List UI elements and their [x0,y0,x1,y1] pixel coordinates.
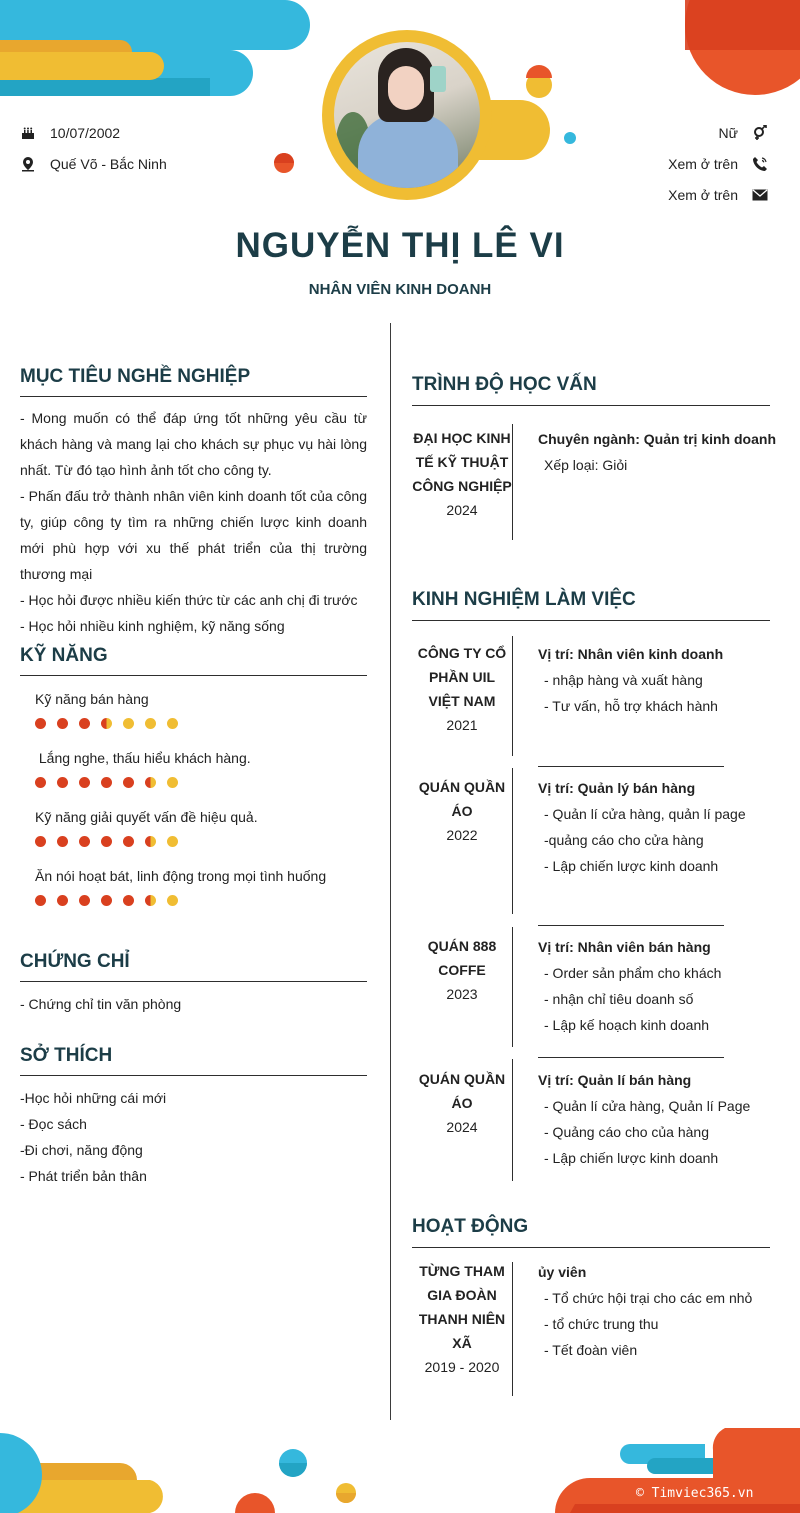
bottom-left-decoration [0,1420,380,1513]
job-details [538,775,746,879]
rating-dot [79,777,90,788]
gender-row [719,125,768,141]
skill-name: Kỹ năng bán hàng [35,691,149,707]
entry-timeline [512,768,513,914]
entry-timeline [512,424,513,540]
rating-dot [145,836,156,847]
skills-rule [20,675,367,676]
objective-text: - Mong muốn có thể đáp ứng tốt những yêu cầu từ khách hàng và mang lại cho khách sự phục vụ hài lòng nhất. Từ đó tạo hình ảnh tốt cho công ty. - Phấn đấu trở thành nhân viên kinh doanh tốt của công ty, giúp công ty tìm ra những chiến lược kinh doanh mới phù hợp với xu thế phát triển của thị trường thương mại - Học hỏi được nhiều kiến thức từ các anh chị đi trước - Học hỏi nhiều kinh nghiệm, kỹ năng sống [20,410,367,634]
rating-dot [167,718,178,729]
job-task: - Lập chiến lược kinh doanh [544,1150,719,1166]
job-company [412,934,512,1006]
candidate-name: NGUYỄN THỊ LÊ VI [235,226,565,265]
activity-year: 2019 - 2020 [424,1359,500,1375]
address-row [20,156,167,172]
skill-name: Lắng nghe, thấu hiểu khách hàng. [35,750,251,766]
job-task: - Quản lí cửa hàng, quản lí page [544,806,746,822]
rating-dot [123,836,134,847]
rating-dot [167,836,178,847]
skill-rating [35,718,178,729]
job-year: 2024 [446,1119,478,1135]
education-school [412,426,512,522]
job-task: - Quản lí cửa hàng, Quản lí Page [544,1098,751,1114]
activities-title: HOẠT ĐỘNG [412,1216,529,1237]
certificates-rule [20,981,367,982]
education-details [538,426,776,478]
job-company [412,641,512,737]
job-company [412,775,512,847]
address-text: Quế Võ - Bắc Ninh [50,156,167,172]
job-role: Vị trí: Quản lý bán hàng [538,780,696,796]
entry-timeline [512,636,513,756]
objective-rule [20,396,367,397]
skill-name: Ăn nói hoạt bát, linh động trong mọi tình huống [35,868,327,884]
hobby-item: -Đi chơi, năng động [20,1142,143,1158]
objective-title: MỤC TIÊU NGHỀ NGHIỆP [20,366,251,387]
phone-icon [752,156,768,172]
job-role: Vị trí: Nhân viên bán hàng [538,939,711,955]
entry-separator [538,766,724,767]
job-details [538,1067,750,1171]
job-role: Vị trí: Nhân viên kinh doanh [538,646,724,662]
job-task: - nhập hàng và xuất hàng [544,672,703,688]
activity-org [412,1259,512,1379]
company-name: CÔNG TY CỔ PHẦN UIL VIỆT NAM [417,645,507,709]
activity-role: ủy viên [538,1264,587,1280]
rating-dot [35,895,46,906]
rating-dot [145,777,156,788]
entry-timeline [512,927,513,1047]
job-task: - nhận chỉ tiêu doanh số [544,991,694,1007]
certificates-title: CHỨNG CHỈ [20,951,130,972]
avatar [334,42,480,188]
job-year: 2023 [446,986,478,1002]
activity-task: - Tổ chức hội trại cho các em nhỏ [544,1290,753,1306]
rating-dot [145,895,156,906]
rating-dot [123,718,134,729]
phone-text: Xem ở trên [668,156,738,172]
rating-dot [145,718,156,729]
skill-rating [35,895,178,906]
job-role: Vị trí: Quản lí bán hàng [538,1072,692,1088]
rating-dot [57,777,68,788]
skill-rating [35,777,178,788]
cake-icon [20,126,36,140]
job-year: 2022 [446,827,478,843]
rating-dot [57,836,68,847]
rating-dot [35,836,46,847]
job-details [538,641,723,719]
company-name: QUÁN QUẦN ÁO [418,779,506,819]
job-task: - Lập chiến lược kinh doanh [544,858,719,874]
rating-dot [101,895,112,906]
rating-dot [35,718,46,729]
email-row [668,187,768,203]
activities-rule [412,1247,770,1248]
rating-dot [79,895,90,906]
certificate-item: - Chứng chỉ tin văn phòng [20,996,182,1012]
skills-title: KỸ NĂNG [20,645,108,666]
candidate-position: NHÂN VIÊN KINH DOANH [308,281,492,298]
skill-name: Kỹ năng giải quyết vấn đề hiệu quả. [35,809,258,825]
entry-separator [538,1057,724,1058]
hobby-item: - Đọc sách [20,1116,87,1132]
skill-rating [35,836,178,847]
job-task: - Order sản phẩm cho khách [544,965,722,981]
activity-name: TỪNG THAM GIA ĐOÀN THANH NIÊN XÃ [418,1263,506,1351]
hobbies-rule [20,1075,367,1076]
column-divider [390,323,391,1420]
activity-task: - tổ chức trung thu [544,1316,659,1332]
activity-details [538,1259,752,1363]
entry-timeline [512,1262,513,1396]
birthday-text: 10/07/2002 [50,125,121,141]
rating-dot [123,777,134,788]
school-name: ĐẠI HỌC KINH TẾ KỸ THUẬT CÔNG NGHIỆP [412,430,512,494]
education-title: TRÌNH ĐỘ HỌC VẤN [412,374,597,395]
job-task: -quảng cáo cho cửa hàng [544,832,704,848]
hobbies-title: SỞ THÍCH [20,1045,113,1066]
job-task: - Lập kế hoạch kinh doanh [544,1017,710,1033]
rating-dot [79,718,90,729]
envelope-icon [752,189,768,201]
entry-timeline [512,1059,513,1181]
rating-dot [167,777,178,788]
rating-dot [79,836,90,847]
experience-title: KINH NGHIỆM LÀM VIỆC [412,589,636,610]
gender-text: Nữ [718,125,738,141]
rating-dot [35,777,46,788]
grade: Xếp loại: Giỏi [544,457,628,473]
activity-task: - Tết đoàn viên [544,1342,638,1358]
school-year: 2024 [446,502,478,518]
hobby-item: - Phát triển bản thân [20,1168,147,1184]
job-details [538,934,721,1038]
rating-dot [101,777,112,788]
phone-row [668,156,768,172]
birthday-row [20,125,120,141]
job-task: - Tư vấn, hỗ trợ khách hành [544,698,718,714]
rating-dot [167,895,178,906]
email-text: Xem ở trên [668,187,738,203]
company-name: QUÁN QUẦN ÁO [418,1071,506,1111]
rating-dot [101,718,112,729]
job-year: 2021 [446,717,478,733]
top-right-decoration [660,0,800,100]
entry-separator [538,925,724,926]
major: Chuyên ngành: Quản trị kinh doanh [538,431,776,447]
company-name: QUÁN 888 COFFE [427,938,497,978]
rating-dot [101,836,112,847]
hobby-item: -Học hỏi những cái mới [20,1090,167,1106]
rating-dot [57,895,68,906]
education-rule [412,405,770,406]
watermark: © Timviec365.vn [636,1486,754,1501]
rating-dot [123,895,134,906]
experience-rule [412,620,770,621]
job-company [412,1067,512,1139]
map-pin-icon [20,156,36,172]
gender-icon [752,125,768,141]
rating-dot [57,718,68,729]
job-task: - Quảng cáo cho của hàng [544,1124,710,1140]
